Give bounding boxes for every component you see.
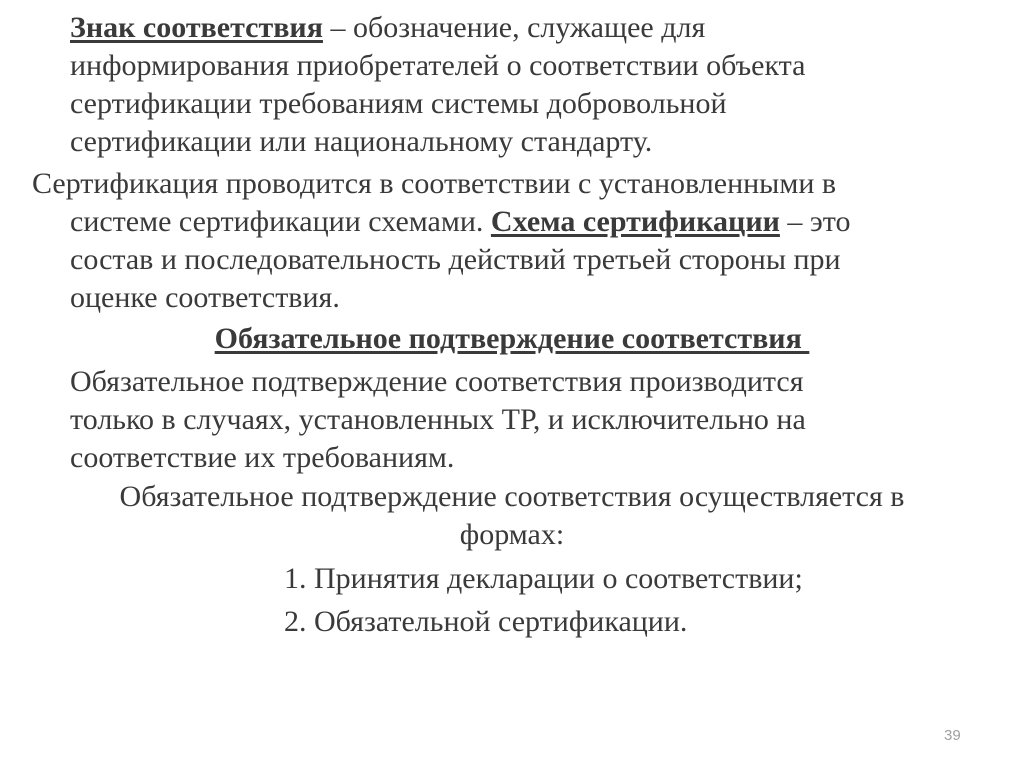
paragraph-2-line-2-before: системе сертификации схемами. [70,205,491,238]
paragraph-1-line-3: сертификации требованиям системы добровольной [70,87,727,120]
paragraph-2-line-4: оценке соответствия. [70,281,340,314]
page-number: 39 [944,727,961,744]
paragraph-3-line-3: соответствие их требованиям. [70,441,455,474]
paragraph-2-line-1: Сертификация проводится в соответствии с установленными в [32,167,837,200]
paragraph-2-line-2 [70,203,851,241]
paragraph-1-line-4: сертификации или национальному стандарту. [70,125,653,158]
paragraph-2-line-2-after: – это [779,205,851,238]
forms-list-item: 2. Обязательной сертификации. [284,605,688,638]
paragraph-1-line-1 [70,9,705,47]
forms-list-item: 1. Принятия декларации о соответствии; [284,562,803,595]
paragraph-2-line-3: состав и последовательность действий третьей стороны при [70,243,841,276]
paragraph-4-line-1: Обязательное подтверждение соответствия осуществляется в [119,480,905,513]
paragraph-1-line-2: информирования приобретателей о соответствии объекта [70,49,806,82]
paragraph-4-line-2: формах: [459,518,565,551]
paragraph-3-line-1: Обязательное подтверждение соответствия производится [70,365,804,398]
section-heading: Обязательное подтверждение соответствия [214,322,810,355]
term-certification-scheme: Схема сертификации [490,205,780,238]
paragraph-1-line-1-text: – обозначение, служащее для [322,11,706,44]
term-conformity-mark: Знак соответствия [70,11,323,44]
paragraph-3-line-2: только в случаях, установленных ТР, и исключительно на [70,403,806,436]
